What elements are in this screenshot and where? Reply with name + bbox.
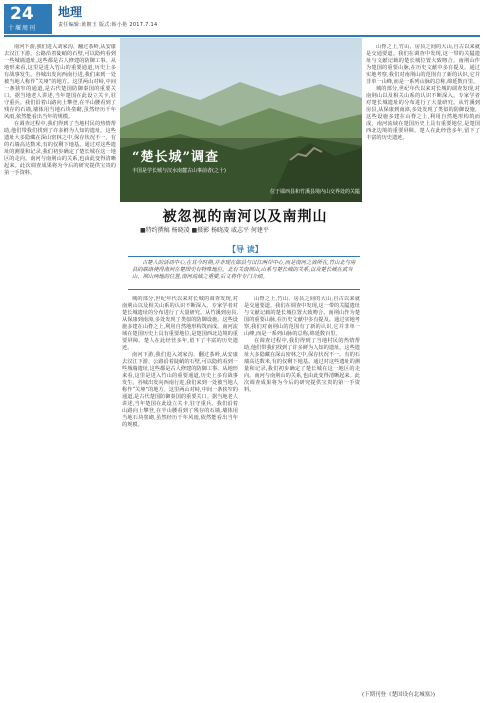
lead-paragraph: 古楚人的活动中心,在其今时期,并非现在郧县与汉江两岸中心,而是南河之滨所在,竹山北与房县的联络使得南河在楚国史有特殊地位。北有关南荆山,山系与楚长城的关系,以及楚长城在武当山、荆山两地的位置,南河流域之重要,后文将作专门介绍。: [128, 256, 360, 290]
column-3-text: 山脊之上,竹山、房县之间的大山,自古以来就是交通要道。我们在调查中发现,这一带的关隘遗址与文献记载的楚长城位置大致吻合。南荆山作为楚国的重要山脉,在历史文献中多有提及。通过实地考察,我们对南荆山的范围有了新的认识,它并非单一山峰,而是一系列山脉的总称,绵延数百里。: [244, 296, 360, 337]
photo-overlay: [132, 146, 226, 174]
column-2-text: 城的部分,世纪年代以来对长城的调查发现,对南荆山以及相关山系的认识不断深入。专家学者对楚长城遗址的分布进行了大量研究。从竹溪到房县,从保康到南漳,多处发现了类似的防御设施。这些设施多建在山脊之上,利用自然地形构筑而成。南河流域在楚国历史上具有重要地位,是楚国西北边境的重要屏障。楚人在此经营多年,留下了丰富的历史遗迹。: [122, 296, 238, 351]
article-column-4: [366, 44, 480, 684]
column-4-text: 山脊之上,竹山、房县之间的大山,自古以来就是交通要道。我们在调查中发现,这一带的关隘遗址与文献记载的楚长城位置大致吻合。南荆山作为楚国的重要山脉,在历史文献中多有提及。通过实地考察,我们对南荆山的范围有了新的认识,它并非单一山峰,而是一系列山脉的总称,绵延数百里。: [366, 44, 480, 85]
column-4-text-cont: 城的部分,世纪年代以来对长城的调查发现,对南荆山以及相关山系的认识不断深入。专家学者对楚长城遗址的分布进行了大量研究。从竹溪到房县,从保康到南漳,多处发现了类似的防御设施。这些设施多建在山脊之上,利用自然地形构筑而成。南河流域在楚国历史上具有重要地位,是楚国西北边境的重要屏障。楚人在此经营多年,留下了丰富的历史遗迹。: [366, 86, 480, 141]
section-title: 地理: [58, 5, 83, 19]
editor-meta: 责任编辑:黄朝玉 版式:韩小艳 2017.7.14: [58, 22, 158, 28]
article-column-2: [122, 296, 238, 684]
header-rule: [4, 35, 480, 37]
article-column-3: [244, 296, 360, 684]
page-header: [0, 0, 483, 38]
publication-label: 十堰周刊: [8, 25, 37, 32]
article-byline: ■特约撰稿 杨晓凌 ■摄影 杨晓凌 戚志平 何建平: [140, 227, 269, 234]
mountain-landscape-image: [120, 38, 362, 202]
next-issue-note: (下期刊登《楚国设有北城塞》): [362, 692, 436, 698]
photo-caption: 位于郧西县和竹溪县境内山交界处的关隘: [270, 189, 361, 195]
article-column-1: [4, 44, 116, 684]
lead-tag: 【导 读】: [228, 245, 263, 254]
column-1-text-cont: 在调查过程中,我们得到了当地村民的热情帮助,他们带我们找到了许多鲜为人知的遗址。这些遗址大多隐藏在深山密林之中,保存状况不一。有的石墙高达数米,有的仅剩下地基。通过对这些遗址的测量和记录,我们初步确定了楚长城在这一地区的走向。南河与南荆山的关系,也由此变得清晰起来。此次调查成果将为今后的研究提供宝贵的第一手资料。: [4, 121, 116, 176]
column-3-text-cont: 在调查过程中,我们得到了当地村民的热情帮助,他们带我们找到了许多鲜为人知的遗址。这些遗址大多隐藏在深山密林之中,保存状况不一。有的石墙高达数米,有的仅剩下地基。通过对这些遗址的测量和记录,我们初步确定了楚长城在这一地区的走向。南河与南荆山的关系,也由此变得清晰起来。此次调查成果将为今后的研究提供宝贵的第一手资料。: [244, 338, 360, 393]
photo-subtitle: 丰国是学长城与汉水南麓古山事前者(之十): [132, 168, 226, 174]
page-number-box: [4, 4, 52, 34]
page-number: 24: [10, 4, 34, 24]
column-2-text-cont: 南河下游,我们进入刘家沟、翻过茶岭,从安康去汉江下游。公路沿着陡峭的石壁,可以隐约看到一些城墙遗址,这些都是古人修建的防御工事。从地形来看,这里是进入竹山的重要通道,历史上多有战事发生。谷城出发向西南行进,我们来到一处被当地人称作“关垭”的地方。这里两山对峙,中间一条狭窄的通道,是古代楚国防御秦国的重要关口。据当地老人讲述,当年楚国在此设立关卡,驻守重兵。我们沿着山路向上攀登,在半山腰看到了残存的石墙,墙体用当地石块垒砌,虽然经历千年风雨,依然能看出当年的规模。: [122, 352, 238, 428]
article-headline: 被忽视的南河以及南荆山: [162, 209, 328, 225]
photo-title: “楚长城”调查: [132, 150, 219, 165]
column-1-text: 南河下游,我们进入刘家沟、翻过茶岭,从安康去汉江下游。公路沿着陡峭的石壁,可以隐约看到一些城墙遗址,这些都是古人修建的防御工事。从地形来看,这里是进入竹山的重要通道,历史上多有战事发生。谷城出发向西南行进,我们来到一处被当地人称作“关垭”的地方。这里两山对峙,中间一条狭窄的通道,是古代楚国防御秦国的重要关口。据当地老人讲述,当年楚国在此设立关卡,驻守重兵。我们沿着山路向上攀登,在半山腰看到了残存的石墙,墙体用当地石块垒砌,虽然经历千年风雨,依然能看出当年的规模。: [4, 44, 116, 120]
lead-photo: [120, 38, 362, 202]
